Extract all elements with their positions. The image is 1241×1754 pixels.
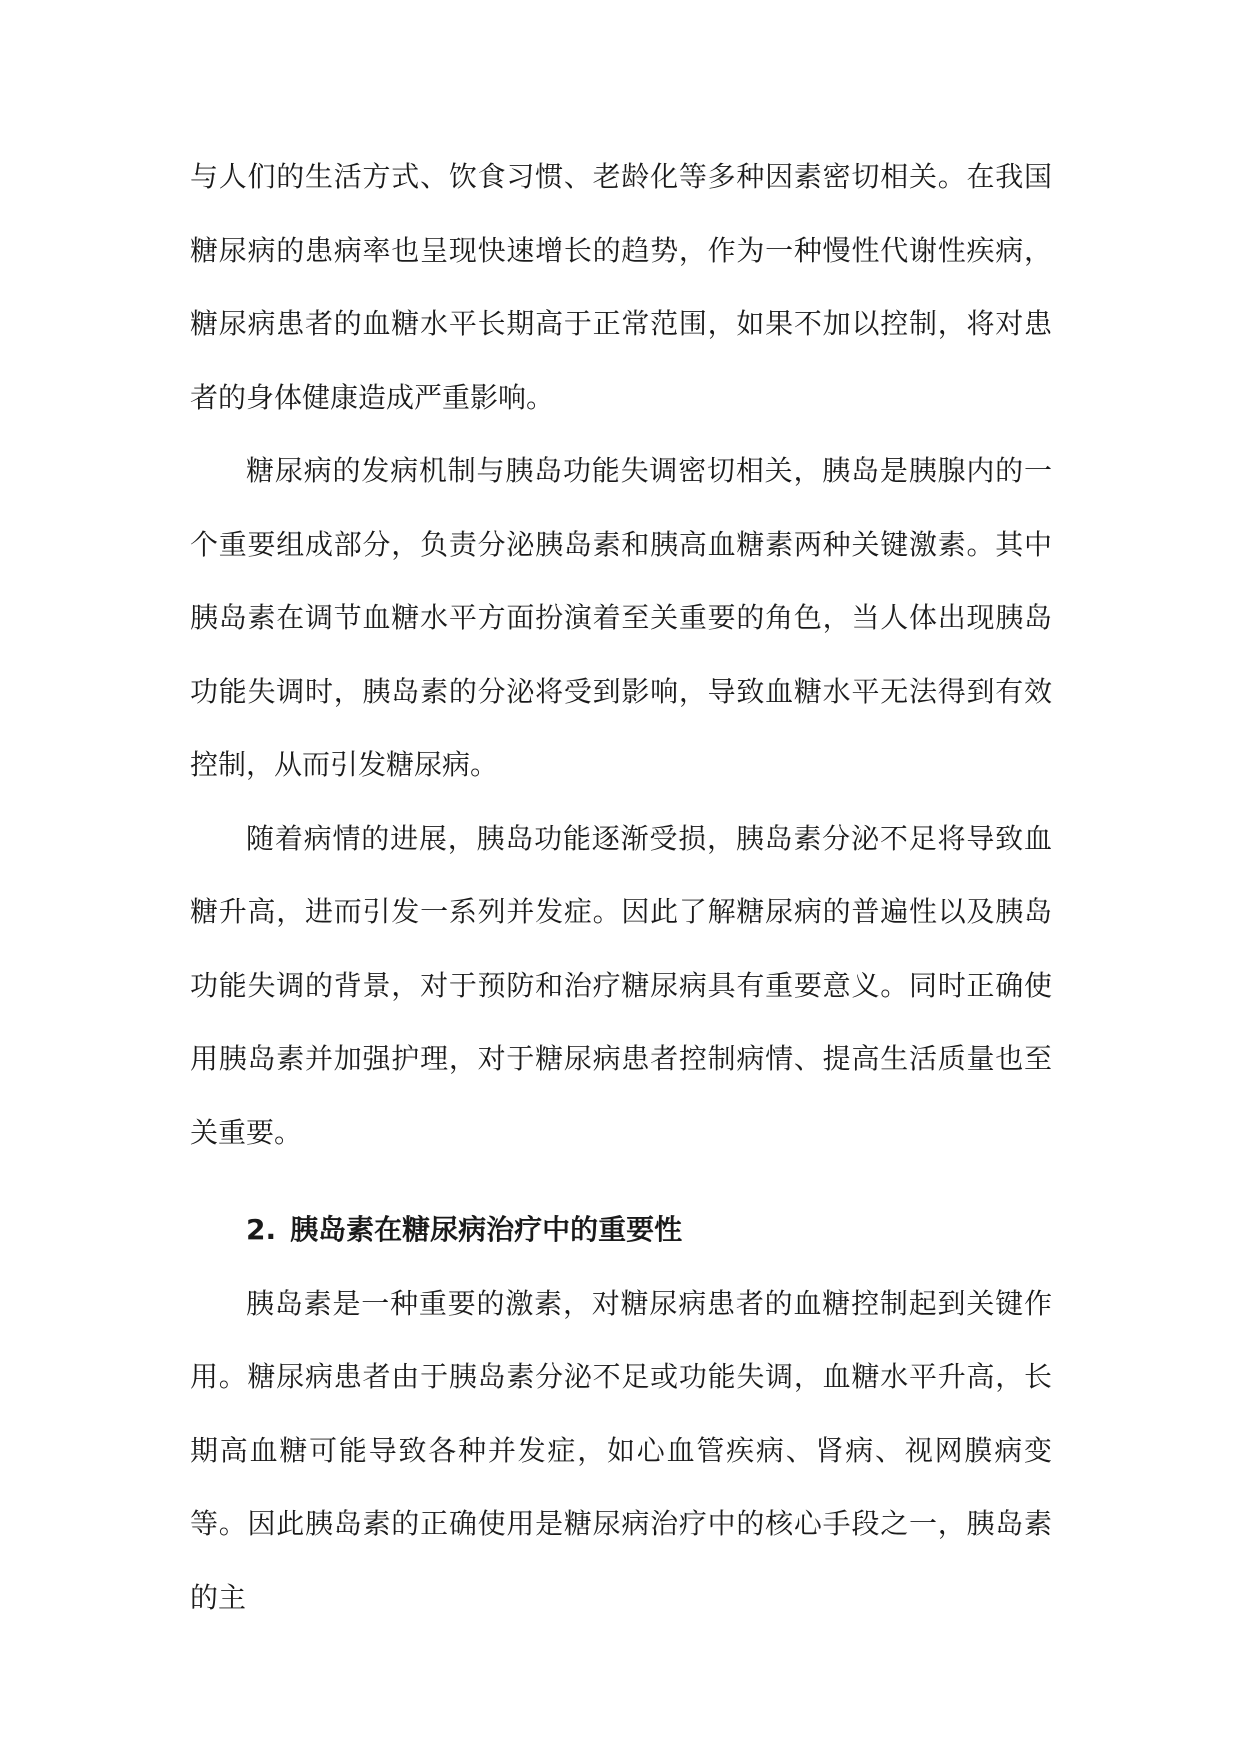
paragraph-pathogenesis: 糖尿病的发病机制与胰岛功能失调密切相关，胰岛是胰腺内的一个重要组成部分，负责分泌胰岛素和胰高血糖素两种关键激素。其中胰岛素在调节血糖水平方面扮演着至关重要的角色，当人体出现胰岛功能失调时，胰岛素的分泌将受到影响，导致血糖水平无法得到有效控制，从而引发糖尿病。: [190, 454, 1052, 781]
paragraph-intro-continuation: 与人们的生活方式、饮食习惯、老龄化等多种因素密切相关。在我国糖尿病的患病率也呈现快速增长的趋势，作为一种慢性代谢性疾病，糖尿病患者的血糖水平长期高于正常范围，如果不加以控制，将对患者的身体健康造成严重影响。: [190, 160, 1052, 414]
section-gap: [190, 1169, 1052, 1193]
paragraph-progression: 随着病情的进展，胰岛功能逐渐受损，胰岛素分泌不足将导致血糖升高，进而引发一系列并发症。因此了解糖尿病的普遍性以及胰岛功能失调的背景，对于预防和治疗糖尿病具有重要意义。同时正确使用胰岛素并加强护理，对于糖尿病患者控制病情、提高生活质量也至关重要。: [190, 821, 1052, 1149]
section-title: 胰岛素在糖尿病治疗中的重要性: [290, 1213, 683, 1246]
paragraph-insulin-importance: 胰岛素是一种重要的激素，对糖尿病患者的血糖控制起到关键作用。糖尿病患者由于胰岛素分泌不足或功能失调，血糖水平升高，长期高血糖可能导致各种并发症，如心血管疾病、肾病、视网膜病变等。因此胰岛素的正确使用是糖尿病治疗中的核心手段之一，胰岛素的主: [190, 1286, 1052, 1614]
section-number: 2.: [246, 1213, 277, 1246]
section-heading: [190, 1193, 1052, 1267]
document-page: [190, 140, 1052, 1634]
